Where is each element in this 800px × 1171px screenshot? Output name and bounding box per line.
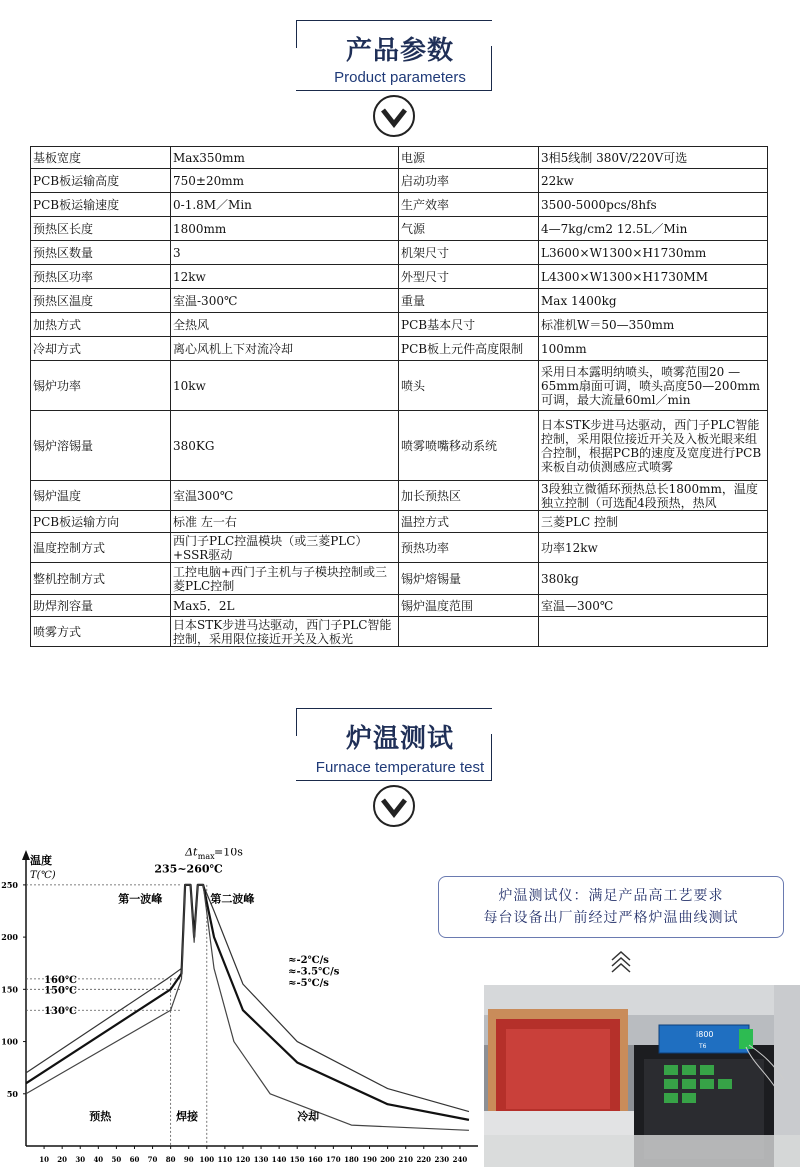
param-label: 生产效率 [399, 193, 539, 217]
param-label: PCB板上元件高度限制 [399, 337, 539, 361]
param-label: 加热方式 [31, 313, 171, 337]
section-title-zh: 炉温测试 [345, 724, 454, 754]
x-tick-label: 120 [235, 1155, 251, 1164]
param-value: 三菱PLC 控制 [539, 511, 768, 533]
annotation-130: 130℃ [44, 1006, 77, 1018]
param-value: 3段独立微循环预热总长1800mm，温度独立控制（可选配4段预热，热风 [539, 481, 768, 511]
zone-label-solder: 焊接 [176, 1109, 199, 1123]
param-value: 室温300℃ [171, 481, 399, 511]
annotation-rate-5: ≈-5℃/s [288, 978, 329, 990]
y-axis-arrow [22, 850, 30, 860]
annotation-dt-sub: max [197, 851, 215, 861]
y-tick-label: 250 [1, 879, 18, 890]
param-label: 锡炉溶锡量 [31, 411, 171, 481]
x-tick-label: 160 [307, 1155, 323, 1164]
device-label: i800 [696, 1030, 714, 1039]
param-value: 22kw [539, 169, 768, 193]
param-value: 标准 左一右 [171, 511, 399, 533]
param-value: 日本STK步进马达驱动，西门子PLC智能控制，采用限位接近开关及入板光 [171, 617, 399, 647]
reflow-profile-chart [0, 848, 490, 1167]
x-tick-label: 150 [289, 1155, 305, 1164]
section-title-en: Product parameters [334, 69, 466, 86]
series-line [26, 885, 469, 1120]
param-value: 3500-5000pcs/8hfs [539, 193, 768, 217]
param-label: 基板宽度 [31, 147, 171, 169]
chevron-down-icon [372, 784, 416, 828]
param-label: PCB板运输高度 [31, 169, 171, 193]
double-chevron-up-icon [610, 948, 632, 974]
x-tick-label: 240 [452, 1155, 468, 1164]
param-label: 机架尺寸 [399, 241, 539, 265]
x-tick-label: 80 [165, 1155, 176, 1164]
param-value: Max5．2L [171, 595, 399, 617]
zone-label-cool: 冷却 [297, 1109, 320, 1123]
note-box [438, 876, 784, 938]
param-value: 全热风 [171, 313, 399, 337]
y-tick-label: 150 [1, 984, 18, 995]
param-label: 加长预热区 [399, 481, 539, 511]
param-value: 380KG [171, 411, 399, 481]
param-label: 锡炉温度 [31, 481, 171, 511]
param-label: 外型尺寸 [399, 265, 539, 289]
x-tick-label: 200 [380, 1155, 395, 1164]
x-tick-label: 170 [326, 1155, 341, 1164]
table-row [31, 617, 768, 647]
table-row [31, 217, 768, 241]
param-label: 喷头 [399, 361, 539, 411]
param-label: 锡炉熔锡量 [399, 563, 539, 595]
param-value: 西门子PLC控温模块（或三菱PLC）+SSR驱动 [171, 533, 399, 563]
table-row [31, 411, 768, 481]
param-label: 重量 [399, 289, 539, 313]
zone-label-preheat: 预热 [89, 1109, 112, 1123]
series-line [26, 885, 469, 1130]
annotation-peak2: 第二波峰 [210, 892, 255, 906]
param-value: 采用日本露明纳喷头，喷雾范围20 — 65mm扇面可调，喷头高度50—200mm可调，最大流量60ml／min [539, 361, 768, 411]
param-label: 气源 [399, 217, 539, 241]
chevron-down-icon [372, 94, 416, 138]
param-value: L4300×W1300×H1730MM [539, 265, 768, 289]
annotation-peak1: 第一波峰 [118, 892, 163, 906]
param-value: 3 [171, 241, 399, 265]
x-tick-label: 20 [57, 1155, 68, 1164]
x-tick-label: 220 [416, 1155, 432, 1164]
param-value: 4—7kg/cm2 12.5L／Min [539, 217, 768, 241]
section-title-en: Furnace temperature test [315, 759, 485, 776]
table-row [31, 511, 768, 533]
annotation-150: 150℃ [44, 985, 77, 997]
param-label: PCB板运输方向 [31, 511, 171, 533]
param-value: 750±20mm [171, 169, 399, 193]
x-tick-label: 130 [253, 1155, 269, 1164]
param-value: 功率12kw [539, 533, 768, 563]
param-value: 室温—300℃ [539, 595, 768, 617]
param-value: 标准机W＝50—350mm [539, 313, 768, 337]
series-line [26, 885, 469, 1112]
furnace-tester-photo [484, 985, 800, 1167]
param-label: 启动功率 [399, 169, 539, 193]
param-label: 冷却方式 [31, 337, 171, 361]
table-row [31, 169, 768, 193]
table-row [31, 337, 768, 361]
param-label: 锡炉温度范围 [399, 595, 539, 617]
table-row [31, 481, 768, 511]
annotation-160: 160℃ [44, 974, 77, 986]
x-tick-label: 190 [362, 1155, 377, 1164]
param-label: 整机控制方式 [31, 563, 171, 595]
param-value: 1800mm [171, 217, 399, 241]
x-tick-label: 230 [434, 1155, 450, 1164]
x-tick-label: 100 [199, 1155, 215, 1164]
param-value: L3600×W1300×H1730mm [539, 241, 768, 265]
param-value: 12kw [171, 265, 399, 289]
x-tick-label: 10 [39, 1155, 49, 1164]
param-label: 电源 [399, 147, 539, 169]
param-value: Max350mm [171, 147, 399, 169]
param-value: 10kw [171, 361, 399, 411]
param-value: 工控电脑+西门子主机与子模块控制或三菱PLC控制 [171, 563, 399, 595]
table-row [31, 533, 768, 563]
y-axis-label-zh: 温度 [30, 854, 52, 867]
section-header-params [0, 0, 800, 146]
note-line-1: 炉温测试仪：满足产品高工艺要求 [498, 888, 724, 904]
param-label: 温度控制方式 [31, 533, 171, 563]
table-row [31, 289, 768, 313]
param-label: 锡炉功率 [31, 361, 171, 411]
x-tick-label: 110 [217, 1155, 233, 1164]
params-table [30, 146, 768, 647]
param-label: 喷雾方式 [31, 617, 171, 647]
param-label: 预热区长度 [31, 217, 171, 241]
param-value: 离心风机上下对流冷却 [171, 337, 399, 361]
section-title-zh: 产品参数 [345, 36, 454, 66]
y-tick-label: 50 [6, 1088, 18, 1099]
param-value: 0-1.8M／Min [171, 193, 399, 217]
param-value: 日本STK步进马达驱动，西门子PLC智能控制，采用限位接近开关及入板光眼来组合控制，根据PCB的速度及宽度进行PCB来板自动侦测感应式喷雾 [539, 411, 768, 481]
x-tick-label: 30 [75, 1155, 86, 1164]
param-value: Max 1400kg [539, 289, 768, 313]
param-value [539, 617, 768, 647]
x-tick-label: 180 [344, 1155, 359, 1164]
param-value: 100mm [539, 337, 768, 361]
annotation-dt-value: =10s [214, 848, 243, 859]
annotation-peak-range: 235~260℃ [154, 862, 223, 876]
y-tick-label: 200 [1, 932, 18, 943]
param-label [399, 617, 539, 647]
param-label: 预热区功率 [31, 265, 171, 289]
x-tick-label: 60 [129, 1155, 140, 1164]
table-row [31, 563, 768, 595]
param-label: 预热功率 [399, 533, 539, 563]
x-tick-label: 90 [183, 1155, 194, 1164]
param-label: 预热区温度 [31, 289, 171, 313]
table-row [31, 313, 768, 337]
param-value: 380kg [539, 563, 768, 595]
table-row [31, 193, 768, 217]
y-tick-label: 100 [1, 1036, 18, 1047]
param-label: 助焊剂容量 [31, 595, 171, 617]
annotation-rate-2: ≈-2℃/s [288, 955, 329, 967]
note-line-2: 每台设备出厂前经过严格炉温曲线测试 [483, 910, 739, 926]
param-label: 喷雾喷嘴移动系统 [399, 411, 539, 481]
annotation-rate-35: ≈-3.5℃/s [288, 966, 340, 978]
x-tick-label: 70 [147, 1155, 158, 1164]
y-axis-label: T(℃) [30, 870, 56, 881]
x-tick-label: 50 [111, 1155, 122, 1164]
x-tick-label: 210 [398, 1155, 413, 1164]
param-value: 3相5线制 380V/220V可选 [539, 147, 768, 169]
param-label: 温控方式 [399, 511, 539, 533]
table-row [31, 595, 768, 617]
x-tick-label: 40 [93, 1155, 104, 1164]
annotation-dt: Δt [185, 848, 198, 859]
param-value: 室温-300℃ [171, 289, 399, 313]
param-label: 预热区数量 [31, 241, 171, 265]
param-label: PCB板运输速度 [31, 193, 171, 217]
chart-svg [0, 848, 490, 1167]
table-row [31, 241, 768, 265]
table-row [31, 361, 768, 411]
device-sub: T6 [699, 1043, 707, 1050]
param-label: PCB基本尺寸 [399, 313, 539, 337]
section-header-furnace [0, 690, 800, 840]
x-tick-label: 140 [271, 1155, 287, 1164]
table-row [31, 147, 768, 169]
table-row [31, 265, 768, 289]
